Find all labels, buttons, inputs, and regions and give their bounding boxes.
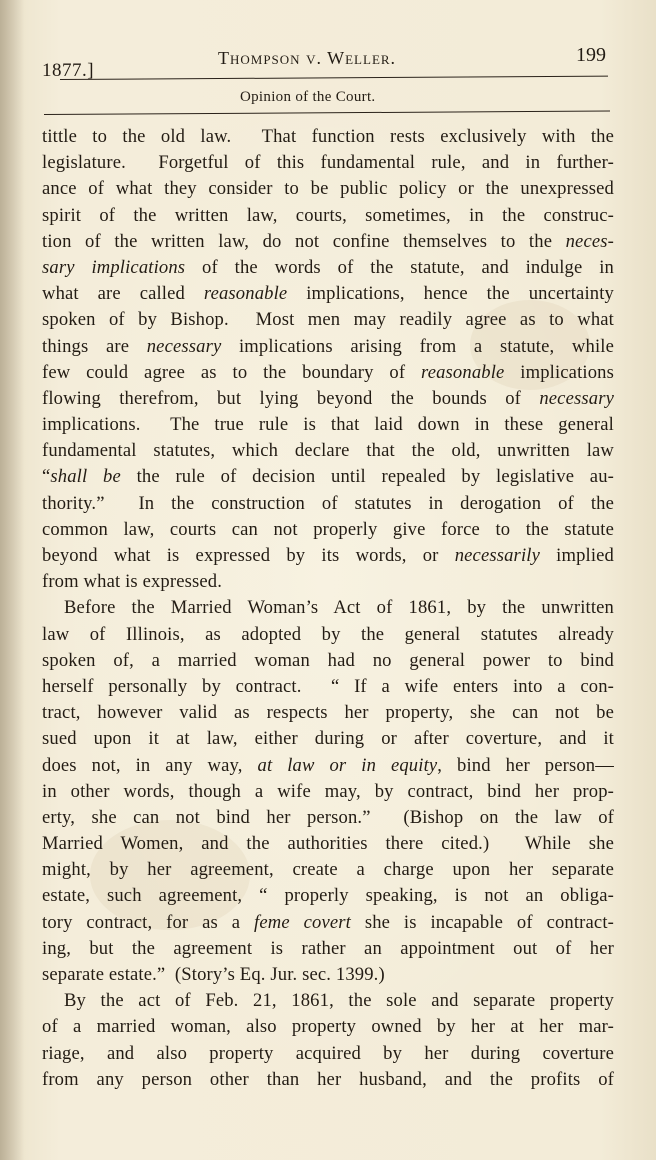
text-run: of a married woman, also property owned by her at her mar- — [42, 1016, 614, 1038]
text-line — [42, 517, 614, 543]
text-line — [42, 307, 614, 333]
text-run: tory contract, for as a — [42, 911, 255, 933]
section-subheading: Opinion of the Court. — [240, 89, 376, 105]
text-run: separate estate.” (Story’s Eq. Jur. sec. 1399.) — [42, 964, 385, 985]
text-run: from what is expressed. — [42, 571, 223, 593]
text-run: implications — [504, 361, 614, 383]
text-line — [42, 595, 614, 621]
text-line — [42, 857, 614, 883]
text-line — [42, 124, 614, 150]
running-title: Thompson v. Weller. — [218, 48, 397, 68]
text-run: thority.” In the construction of statutes in derogation of the — [42, 492, 614, 514]
text-run: few could agree as to the boundary of — [42, 361, 421, 383]
text-run: from any person other than her husband, and the profits of — [42, 1068, 614, 1090]
italic-text: necessarily — [454, 545, 540, 566]
text-line — [42, 464, 614, 490]
text-line — [42, 1041, 614, 1067]
text-line — [42, 229, 614, 255]
page-header — [0, 0, 656, 112]
text-line — [42, 1014, 614, 1040]
text-run: Before the Married Woman’s Act of 1861, by the unwritten — [64, 597, 614, 619]
text-run: “ — [42, 466, 51, 488]
text-line — [42, 779, 614, 805]
text-line — [42, 910, 614, 936]
text-line — [42, 648, 614, 674]
text-line — [42, 726, 614, 752]
text-line — [42, 700, 614, 726]
text-run: beyond what is expressed by its words, or — [42, 545, 455, 566]
text-run: spoken of, a married woman had no general power to bind — [42, 649, 614, 671]
text-run: estate, such agreement, “ properly speaking, is not an obliga- — [42, 885, 614, 907]
header-year: 1877.] — [42, 60, 95, 81]
italic-text: reasonable — [203, 283, 288, 305]
text-line — [42, 936, 614, 962]
text-run: flowing therefrom, but lying beyond the bounds of — [42, 387, 540, 409]
text-line — [42, 962, 614, 988]
italic-text: neces- — [565, 230, 614, 252]
text-line — [42, 622, 614, 648]
italic-text: sary implications — [42, 256, 186, 278]
text-run: By the act of Feb. 21, 1861, the sole and separate property — [64, 990, 614, 1012]
italic-text: reasonable — [421, 361, 505, 383]
text-line — [42, 386, 614, 412]
text-run: sued upon it at law, either during or after coverture, and it — [42, 728, 614, 750]
text-run: tract, however valid as respects her property, she can not be — [42, 702, 614, 724]
text-run: might, by her agreement, create a charge upon her separate — [42, 859, 614, 881]
text-run: riage, and also property acquired by her during coverture — [42, 1042, 614, 1064]
text-run: she is incapable of contract- — [350, 911, 614, 933]
text-line — [42, 203, 614, 229]
header-rule-bottom — [44, 111, 610, 115]
page-number: 199 — [576, 44, 606, 66]
text-run: things are — [42, 335, 147, 357]
text-run: legislature. Forgetful of this fundamental rule, and in further- — [42, 152, 614, 174]
text-run: what are called — [42, 283, 204, 305]
text-line — [42, 176, 614, 202]
text-run: , bind her person— — [437, 754, 614, 776]
text-run: of the words of the statute, and indulge in — [185, 256, 615, 278]
text-run: common law, courts can not properly give force to the statute — [42, 518, 614, 540]
text-run: the rule of decision until repealed by legislative au- — [120, 466, 614, 488]
text-line — [42, 491, 614, 517]
text-line — [42, 805, 614, 831]
text-run: law of Illinois, as adopted by the general statutes already — [42, 623, 614, 645]
text-run: ance of what they consider to be public policy or the unexpressed — [42, 178, 614, 200]
text-run: spirit of the written law, courts, sometimes, in the construc- — [42, 204, 614, 226]
text-run: Married Women, and the authorities there cited.) While she — [42, 833, 614, 855]
text-run: implications. The true rule is that laid down in these general — [42, 414, 614, 436]
text-line — [42, 150, 614, 176]
text-run: tion of the written law, do not confine themselves to the — [42, 230, 566, 252]
text-run: spoken of by Bishop. Most men may readily agree as to what — [42, 309, 614, 331]
text-run: fundamental statutes, which declare that the old, unwritten law — [42, 440, 614, 462]
italic-text: necessary — [539, 387, 614, 409]
text-line — [42, 360, 614, 386]
text-run: implications, hence the uncertainty — [287, 283, 614, 305]
text-run: tittle to the old law. That function rests exclusively with the — [42, 126, 614, 147]
text-line — [42, 569, 614, 595]
text-run: implications arising from a statute, while — [221, 335, 614, 357]
text-line — [42, 334, 614, 360]
text-line — [42, 753, 614, 779]
text-run: in other words, though a wife may, by contract, bind her prop- — [42, 780, 614, 802]
text-line — [42, 674, 614, 700]
opinion-body-text — [42, 124, 614, 1093]
text-run: does not, in any way, — [42, 754, 258, 776]
text-line — [42, 988, 614, 1014]
text-run: erty, she can not bind her person.” (Bishop on the law of — [42, 806, 614, 828]
italic-text: necessary — [146, 335, 222, 357]
text-line — [42, 1067, 614, 1093]
text-line — [42, 255, 614, 281]
italic-text: shall be — [50, 466, 121, 488]
text-line — [42, 543, 614, 569]
text-run: ing, but the agreement is rather an appointment out of her — [42, 937, 614, 959]
italic-text: feme covert — [254, 911, 351, 933]
text-line — [42, 831, 614, 857]
header-rule-top — [60, 76, 608, 80]
text-line — [42, 438, 614, 464]
text-line — [42, 281, 614, 307]
binding-shadow — [0, 0, 24, 1160]
text-run: implied — [539, 545, 614, 566]
italic-text: at law or in equity — [257, 754, 438, 776]
text-line — [42, 883, 614, 909]
text-line — [42, 412, 614, 438]
text-run: herself personally by contract. “ If a wife enters into a con- — [42, 675, 614, 697]
